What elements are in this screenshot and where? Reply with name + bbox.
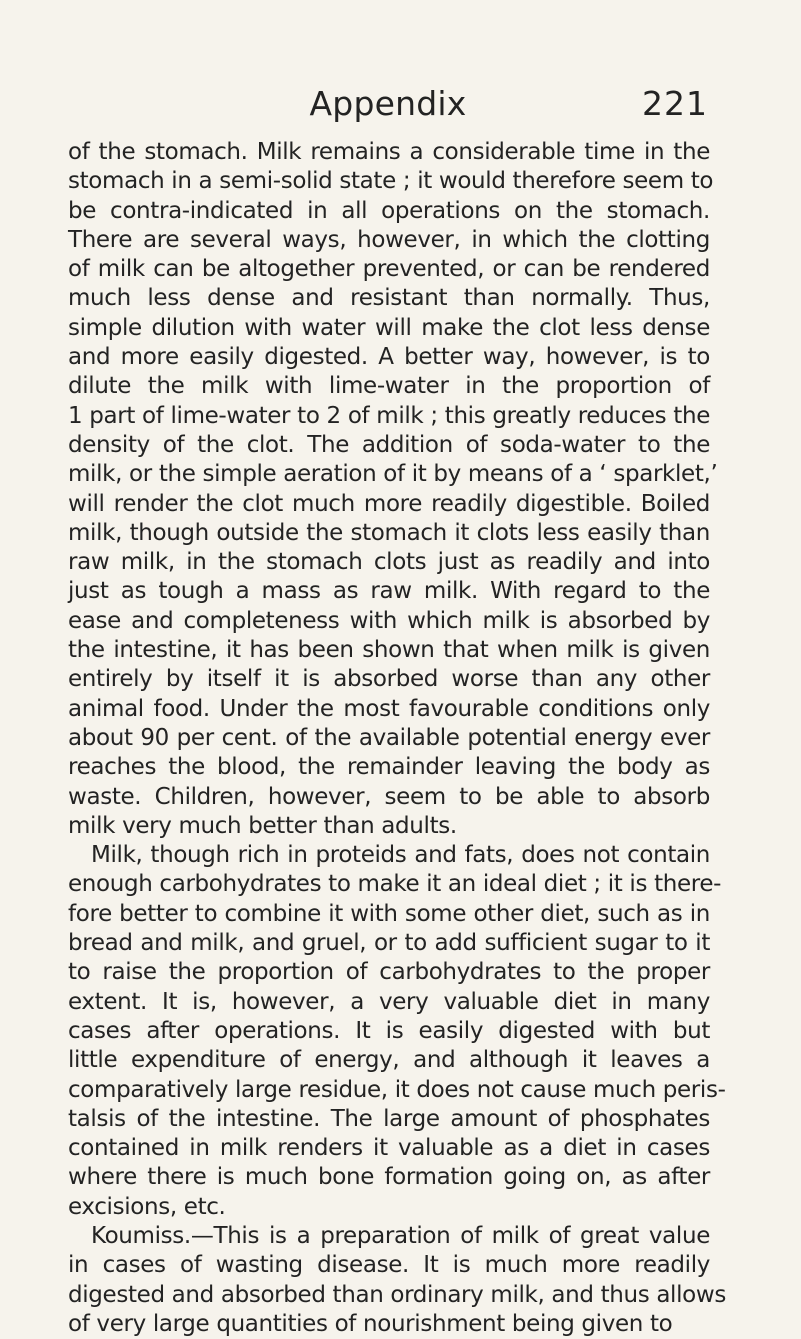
text-line: in cases of wasting disease. It is much more readily <box>68 1252 710 1279</box>
text-line: be contra-indicated in all operations on the stomach. <box>68 197 710 224</box>
text-line: Milk, though rich in proteids and fats, does not contain <box>91 842 710 869</box>
text-line: the intestine, it has been shown that when milk is given <box>68 637 710 664</box>
text-line: to raise the proportion of carbohydrates to the proper <box>68 959 710 986</box>
text-line: dilute the milk with lime-water in the proportion of <box>68 373 710 400</box>
text-line: Koumiss.—This is a preparation of milk of great value <box>91 1222 710 1249</box>
text-line: entirely by itself it is absorbed worse than any other <box>68 666 710 693</box>
text-line: about 90 per cent. of the available potential energy ever <box>68 724 710 751</box>
text-line: There are several ways, however, in which the clotting <box>68 226 710 253</box>
text-line: fore better to combine it with some other diet, such as in <box>68 900 710 927</box>
text-line: of very large quantities of nourishment being given to <box>68 1310 673 1337</box>
text-line: will render the clot much more readily digestible. Boiled <box>68 490 710 517</box>
text-line: contained in milk renders it valuable as a diet in cases <box>68 1135 710 1162</box>
running-title: Appendix <box>309 84 467 123</box>
text-line: cases after operations. It is easily digested with but <box>68 1017 710 1044</box>
text-line: little expenditure of energy, and although it leaves a <box>68 1047 710 1074</box>
text-line: raw milk, in the stomach clots just as readily and into <box>68 549 710 576</box>
page-number: 221 <box>642 84 708 123</box>
text-line: reaches the blood, the remainder leaving the body as <box>68 754 710 781</box>
text-line: density of the clot. The addition of soda-water to the <box>68 431 710 458</box>
text-line: stomach in a semi-solid state ; it would therefore seem to <box>68 168 714 195</box>
text-line: talsis of the intestine. The large amount of phosphates <box>68 1105 710 1132</box>
text-line: milk, though outside the stomach it clots less easily than <box>68 519 710 546</box>
text-line: extent. It is, however, a very valuable diet in many <box>68 988 710 1015</box>
text-line: of the stomach. Milk remains a considerable time in the <box>68 139 710 165</box>
text-line: of milk can be altogether prevented, or can be rendered <box>68 256 710 283</box>
text-line: much less dense and resistant than normally. Thus, <box>68 285 710 312</box>
text-line: waste. Children, however, seem to be able to absorb <box>68 783 710 810</box>
text-line: animal food. Under the most favourable conditions only <box>68 695 710 722</box>
text-line: and more easily digested. A better way, however, is to <box>68 344 710 371</box>
text-line: where there is much bone formation going on, as after <box>68 1164 710 1191</box>
text-line: milk, or the simple aeration of it by means of a ‘ sparklet,’ <box>68 461 718 488</box>
body-text <box>68 138 726 1339</box>
text-line: enough carbohydrates to make it an ideal diet ; it is there- <box>68 871 722 898</box>
running-head <box>68 84 708 128</box>
text-line: comparatively large residue, it does not cause much peris- <box>68 1076 726 1103</box>
text-line: milk very much better than adults. <box>68 812 457 839</box>
text-line: bread and milk, and gruel, or to add sufficient sugar to it <box>68 930 710 957</box>
text-line: 1 part of lime-water to 2 of milk ; this greatly reduces the <box>68 402 710 429</box>
text-line: just as tough a mass as raw milk. With regard to the <box>68 578 710 605</box>
text-line: excisions, etc. <box>68 1193 226 1220</box>
text-line: digested and absorbed than ordinary milk, and thus allows <box>68 1281 726 1308</box>
text-line: ease and completeness with which milk is absorbed by <box>68 607 710 634</box>
text-line: simple dilution with water will make the clot less dense <box>68 314 710 341</box>
